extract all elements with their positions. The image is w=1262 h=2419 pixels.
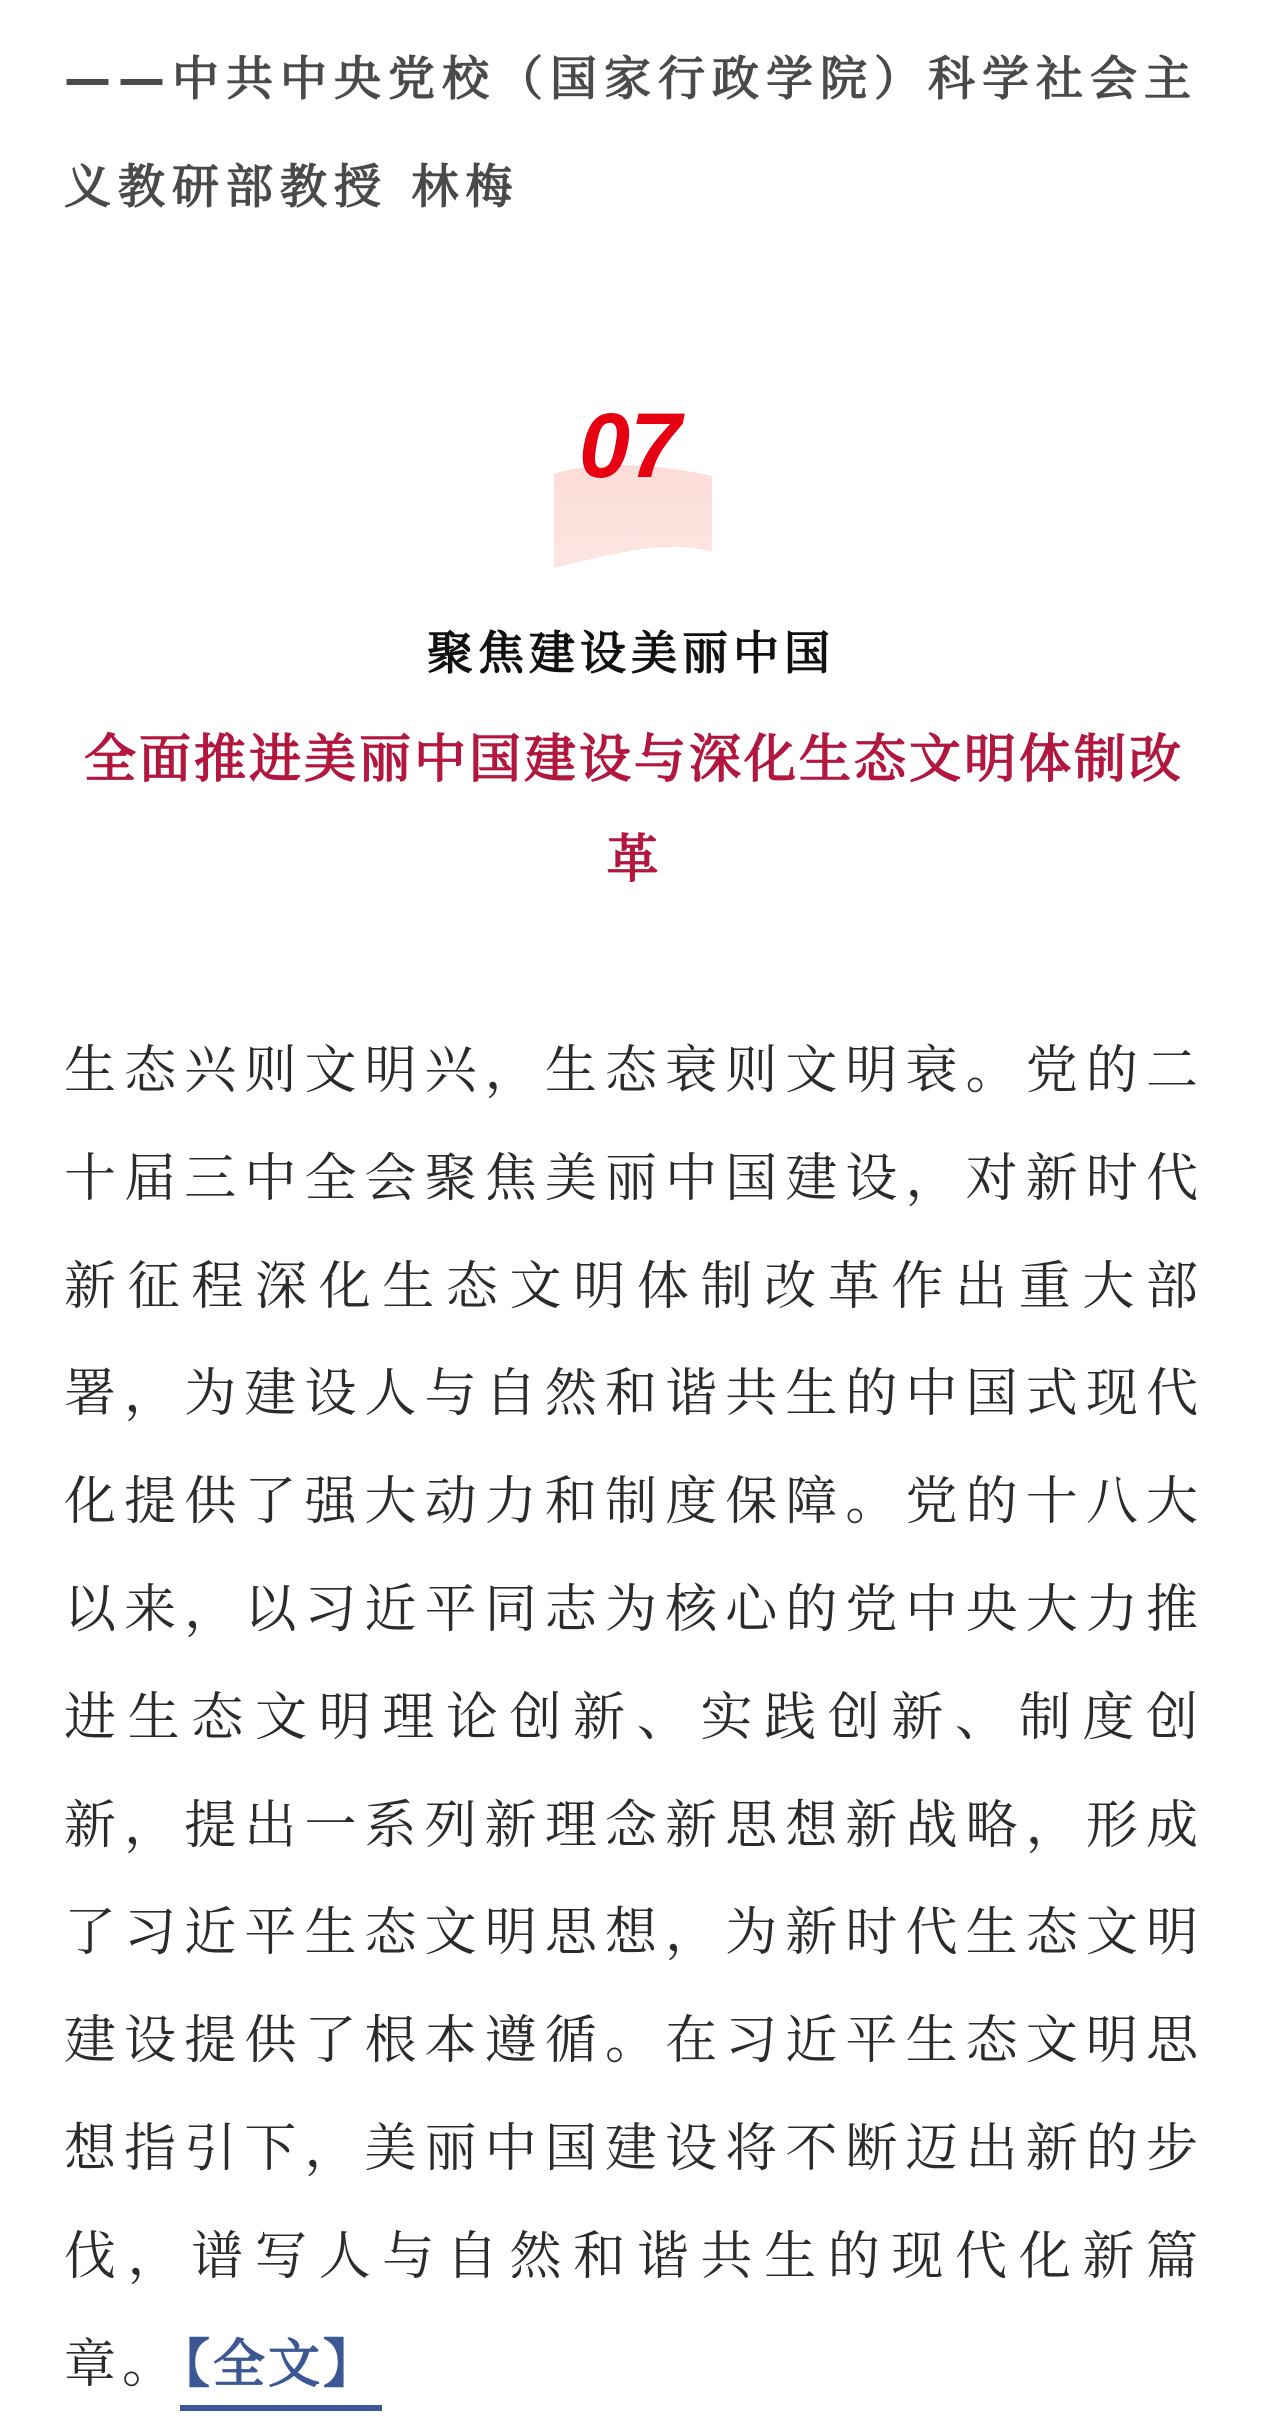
author-byline: ——中共中央党校（国家行政学院）科学社会主义教研部教授 林梅 xyxy=(64,52,1198,215)
article-headline: 全面推进美丽中国建设与深化生态文明体制改革 xyxy=(83,730,1184,890)
body-paragraph: 生态兴则文明兴，生态衰则文明衰。党的二十届三中全会聚焦美丽中国建设，对新时代新征程深化生态文明体制改革作出重大部署，为建设人与自然和谐共生的中国式现代化提供了强大动力和制度保障。党的十八大以来，以习近平同志为核心的党中央大力推进生态文明理论创新、实践创新、制度创新，提出一系列新理念新思想新战略，形成了习近平生态文明思想，为新时代生态文明建设提供了根本遵循。在习近平生态文明思想指引下，美丽中国建设将不断迈出新的步伐，谱写人与自然和谐共生的现代化新篇章。 xyxy=(64,1041,1204,2395)
article-body xyxy=(64,1018,1204,2419)
section-number: 07 xyxy=(578,395,682,497)
section-title: 聚焦建设美丽中国 xyxy=(427,626,835,680)
section-number-badge xyxy=(540,390,720,580)
full-text-link[interactable]: 【全文】 xyxy=(180,2335,382,2411)
